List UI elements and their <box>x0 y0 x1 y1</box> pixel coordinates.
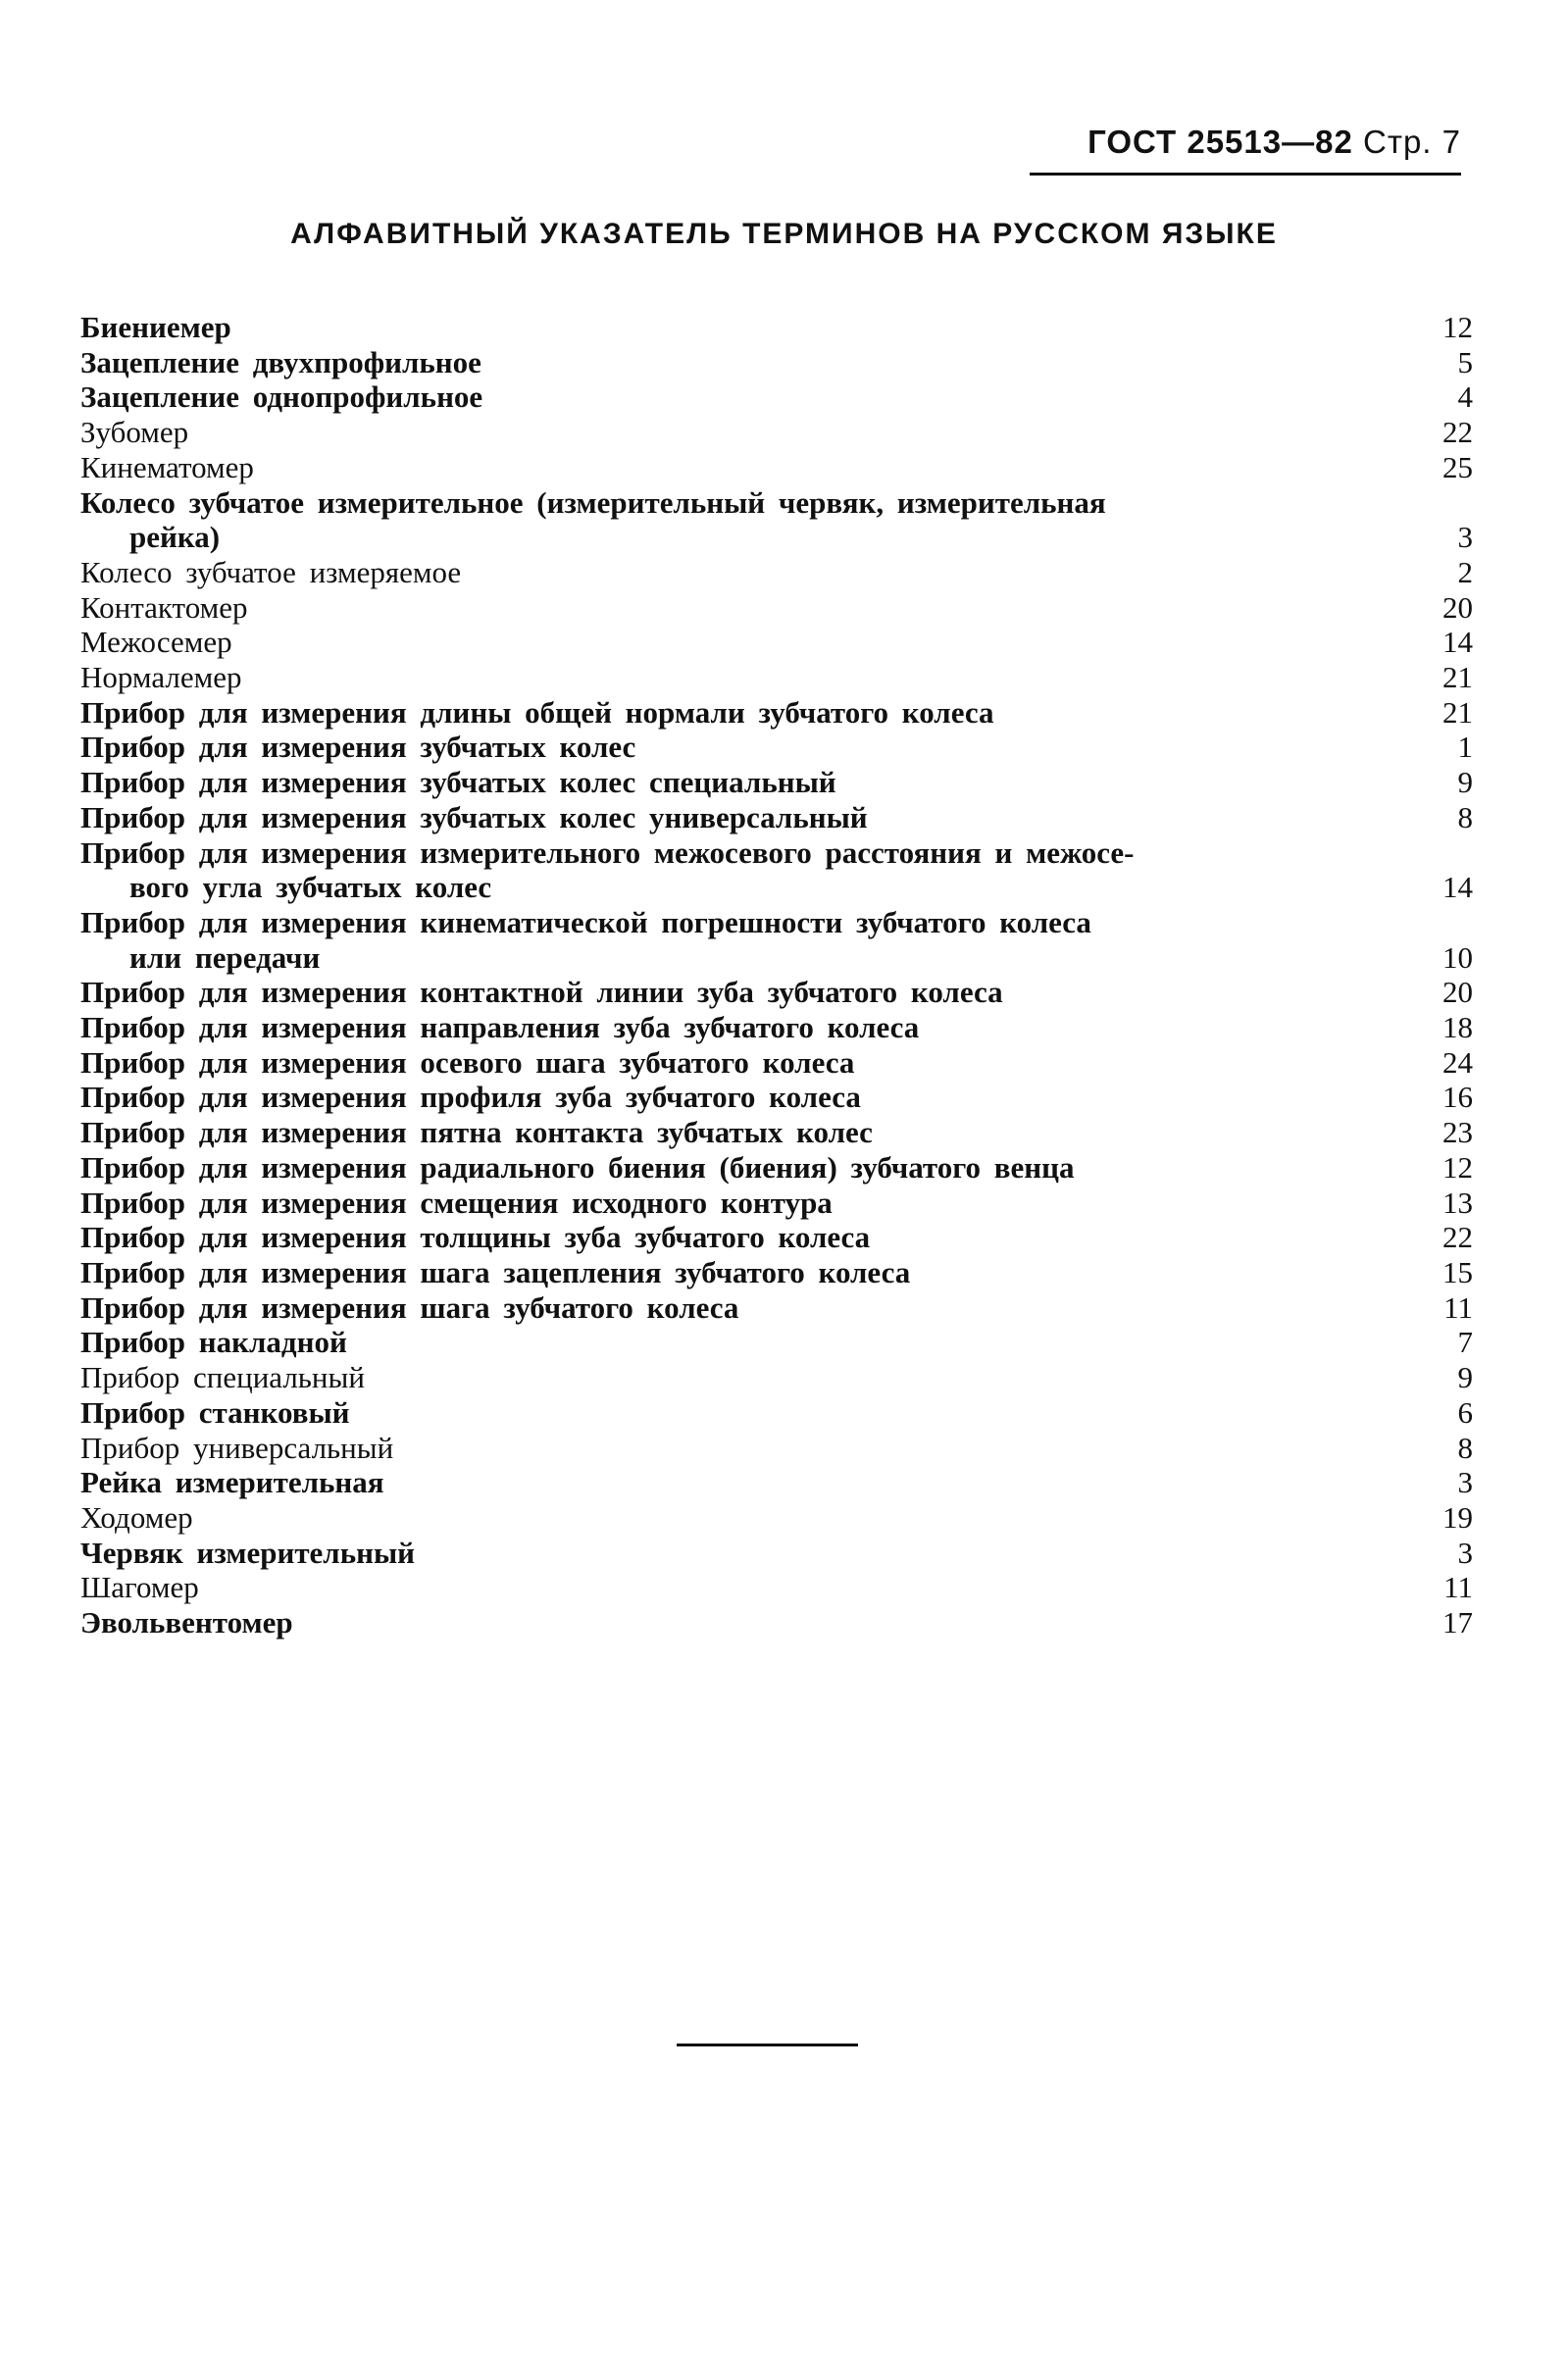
term-text: Червяк измерительный <box>80 1535 416 1570</box>
index-entry <box>80 660 1473 695</box>
term-number: 24 <box>1442 1044 1473 1080</box>
term-number: 21 <box>1442 660 1473 695</box>
index-entry <box>80 1360 1473 1395</box>
term-number: 12 <box>1442 1149 1473 1185</box>
term-number: 8 <box>1457 799 1473 834</box>
index-term <box>80 835 1414 905</box>
term-continuation: вого угла зубчатых колес <box>129 870 492 905</box>
index-term <box>80 485 1414 555</box>
index-entry <box>80 415 1473 450</box>
term-number: 3 <box>1457 520 1473 555</box>
term-number: 6 <box>1457 1394 1473 1430</box>
index-term <box>80 1186 1414 1221</box>
term-number: 2 <box>1457 554 1473 589</box>
index-entry <box>80 765 1473 800</box>
index-entry <box>80 1255 1473 1290</box>
term-text: Прибор для измерения зубчатых колес <box>80 730 636 765</box>
term-text: Прибор специальный <box>80 1360 365 1395</box>
index-term <box>80 1395 1414 1431</box>
term-number: 16 <box>1442 1080 1473 1115</box>
term-text: Нормалемер <box>80 660 242 695</box>
index-term <box>80 975 1414 1010</box>
index-entry <box>80 1290 1473 1326</box>
term-text: Контактомер <box>80 589 248 625</box>
term-text: Прибор для измерения пятна контакта зубчатых колес <box>80 1115 873 1150</box>
term-text: Прибор для измерения толщины зуба зубчатого колеса <box>80 1220 871 1255</box>
index-term <box>80 730 1414 765</box>
index-term <box>80 415 1414 450</box>
index-entry <box>80 310 1473 345</box>
term-number: 12 <box>1442 310 1473 344</box>
term-index <box>80 310 1473 1640</box>
term-number: 17 <box>1442 1605 1473 1640</box>
term-text: Зацепление двухпрофильное <box>80 344 481 379</box>
index-entry <box>80 695 1473 731</box>
term-number: 23 <box>1442 1115 1473 1150</box>
index-term <box>80 1115 1414 1150</box>
term-text: Прибор для измерения измерительного межосевого расстояния и межосе- <box>80 834 1135 870</box>
term-text: Межосемер <box>80 625 232 660</box>
term-number: 19 <box>1442 1499 1473 1535</box>
index-term <box>80 379 1414 415</box>
index-term <box>80 1325 1414 1360</box>
index-term <box>80 345 1414 380</box>
page-header <box>1030 116 1461 176</box>
index-term <box>80 1605 1414 1640</box>
index-term <box>80 1150 1414 1186</box>
term-text: Колесо зубчатое измеряемое <box>80 554 462 589</box>
term-number: 4 <box>1457 379 1473 415</box>
term-text: Колесо зубчатое измерительное (измерительный червяк, измерительная <box>80 484 1106 520</box>
term-number: 9 <box>1457 1360 1473 1395</box>
index-term <box>80 660 1414 695</box>
index-entry <box>80 590 1473 626</box>
term-number: 8 <box>1457 1430 1473 1465</box>
index-entry <box>80 730 1473 765</box>
term-text: Прибор для измерения длины общей нормали зубчатого колеса <box>80 694 994 730</box>
term-number: 5 <box>1457 344 1473 379</box>
index-entry <box>80 450 1473 485</box>
index-term <box>80 1045 1414 1081</box>
term-text: Прибор для измерения кинематической погрешности зубчатого колеса <box>80 904 1091 939</box>
term-number: 3 <box>1457 1465 1473 1500</box>
term-text: Ходомер <box>80 1499 193 1535</box>
index-entry <box>80 1605 1473 1640</box>
term-text: Прибор станковый <box>80 1394 350 1430</box>
index-term <box>80 1431 1414 1466</box>
index-entry <box>80 1500 1473 1536</box>
index-term <box>80 310 1414 345</box>
term-text: Прибор для измерения направления зуба зубчатого колеса <box>80 1010 920 1045</box>
term-number: 10 <box>1442 939 1473 975</box>
index-term <box>80 1465 1414 1500</box>
term-text: Прибор для измерения шага зубчатого колеса <box>80 1289 739 1325</box>
term-text: Прибор накладной <box>80 1325 347 1360</box>
term-text: Зубомер <box>80 415 189 450</box>
index-term <box>80 905 1414 975</box>
index-term <box>80 450 1414 485</box>
term-text: Прибор для измерения смещения исходного контура <box>80 1185 833 1220</box>
term-number: 21 <box>1442 694 1473 730</box>
index-term <box>80 1570 1414 1605</box>
index-entry <box>80 345 1473 380</box>
term-number: 3 <box>1457 1535 1473 1570</box>
term-number: 9 <box>1457 765 1473 800</box>
index-term <box>80 1010 1414 1045</box>
index-entry <box>80 1325 1473 1360</box>
term-number: 25 <box>1442 449 1473 484</box>
index-entry <box>80 1220 1473 1255</box>
index-entry <box>80 1186 1473 1221</box>
index-term <box>80 590 1414 626</box>
term-number: 22 <box>1442 415 1473 450</box>
term-text: Прибор для измерения контактной линии зуба зубчатого колеса <box>80 975 1003 1010</box>
standard-code: ГОСТ 25513—82 <box>1087 124 1353 160</box>
index-entry <box>80 1080 1473 1115</box>
term-continuation: рейка) <box>129 520 221 555</box>
term-text: Прибор универсальный <box>80 1430 394 1465</box>
term-number: 14 <box>1442 870 1473 905</box>
index-term <box>80 1500 1414 1536</box>
index-term <box>80 765 1414 800</box>
index-entry <box>80 1150 1473 1186</box>
term-number: 13 <box>1442 1185 1473 1220</box>
index-entry <box>80 1431 1473 1466</box>
index-entry <box>80 1045 1473 1081</box>
index-term <box>80 800 1414 835</box>
term-number: 7 <box>1457 1325 1473 1360</box>
index-entry <box>80 835 1473 905</box>
term-text: Зацепление однопрофильное <box>80 379 483 415</box>
index-term <box>80 1360 1414 1395</box>
index-entry <box>80 555 1473 590</box>
index-entry <box>80 1570 1473 1605</box>
term-number: 14 <box>1442 625 1473 660</box>
index-entry <box>80 1465 1473 1500</box>
index-title: АЛФАВИТНЫЙ УКАЗАТЕЛЬ ТЕРМИНОВ НА РУССКОМ ЯЗЫКЕ <box>290 218 1278 250</box>
term-number: 20 <box>1442 589 1473 625</box>
index-term <box>80 695 1414 731</box>
term-number: 11 <box>1443 1289 1473 1325</box>
index-entry <box>80 905 1473 975</box>
term-number: 11 <box>1443 1570 1473 1605</box>
term-number: 1 <box>1457 730 1473 765</box>
index-entry <box>80 975 1473 1010</box>
term-number: 22 <box>1442 1220 1473 1255</box>
index-entry <box>80 1115 1473 1150</box>
term-text: Эвольвентомер <box>80 1605 293 1640</box>
index-term <box>80 1290 1414 1326</box>
term-continuation: или передачи <box>129 939 321 975</box>
index-term <box>80 555 1414 590</box>
term-text: Прибор для измерения профиля зуба зубчатого колеса <box>80 1080 861 1115</box>
index-term <box>80 1255 1414 1290</box>
index-entry <box>80 485 1473 555</box>
term-text: Прибор для измерения зубчатых колес универсальный <box>80 799 868 834</box>
end-rule <box>677 2044 858 2046</box>
term-text: Прибор для измерения осевого шага зубчатого колеса <box>80 1044 855 1080</box>
index-term <box>80 1080 1414 1115</box>
index-term <box>80 1536 1414 1571</box>
index-entry <box>80 1010 1473 1045</box>
index-entry <box>80 800 1473 835</box>
index-entry <box>80 1536 1473 1571</box>
index-term <box>80 1220 1414 1255</box>
index-term <box>80 625 1414 660</box>
term-text: Кинематомер <box>80 449 254 484</box>
term-text: Прибор для измерения зубчатых колес специальный <box>80 765 836 800</box>
index-entry <box>80 379 1473 415</box>
index-entry <box>80 625 1473 660</box>
term-text: Рейка измерительная <box>80 1465 384 1500</box>
index-entry <box>80 1395 1473 1431</box>
term-text: Прибор для измерения радиального биения (биения) зубчатого венца <box>80 1149 1075 1185</box>
page-number: Стр. 7 <box>1363 124 1461 160</box>
term-text: Шагомер <box>80 1570 199 1605</box>
term-text: Биениемер <box>80 310 231 344</box>
term-number: 18 <box>1442 1010 1473 1045</box>
term-number: 20 <box>1442 975 1473 1010</box>
term-text: Прибор для измерения шага зацепления зубчатого колеса <box>80 1254 911 1289</box>
term-number: 15 <box>1442 1254 1473 1289</box>
